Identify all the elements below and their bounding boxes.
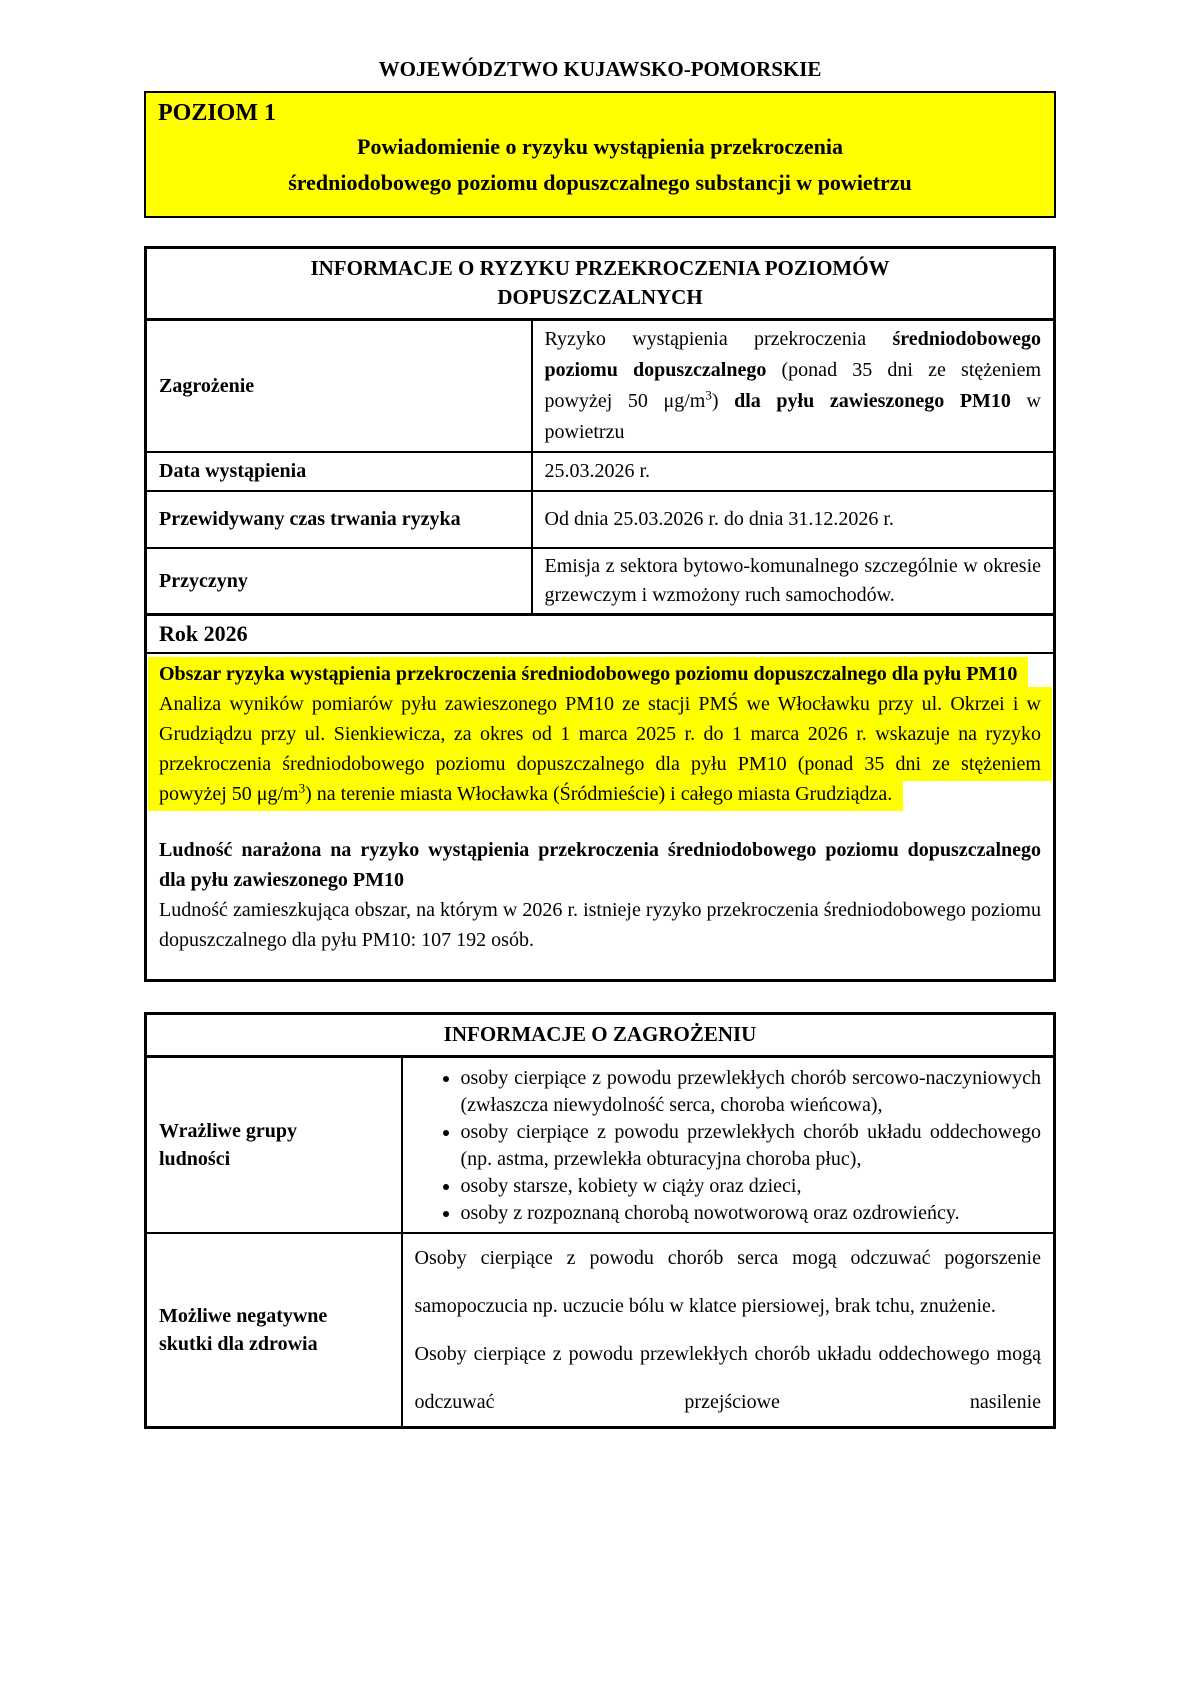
banner-title-line1: Powiadomienie o ryzyku wystąpienia przekroczenia: [357, 134, 843, 160]
table-header-row: [146, 247, 1055, 319]
occurrence-date-label: Data wystąpienia: [146, 452, 532, 491]
list-item: • osoby cierpiące z powodu przewlekłych chorób sercowo-naczyniowych (zwłaszcza niewydolność serca, choroba wieńcowa),: [461, 1065, 1042, 1119]
hazard-info-table: [144, 1012, 1056, 1428]
risk-area-heading: [159, 659, 1041, 689]
population-heading: Ludność narażona na ryzyko wystąpienia przekroczenia średniodobowego poziomu dopuszczalnego dla pyłu zawieszonego PM10: [159, 839, 1041, 892]
list-item: • osoby starsze, kobiety w ciąży oraz dzieci,: [461, 1173, 1042, 1200]
highlighted-heading: Obszar ryzyka wystąpienia przekroczenia średniodobowego poziomu dopuszczalnego dla pyłu PM10: [159, 657, 1017, 691]
table-row: [146, 319, 1055, 452]
highlighted-body: Analiza wyników pomiarów pyłu zawieszonego PM10 ze stacji PMŚ we Włocławku przy ul. Okrzei i w Grudziądzu przy ul. Sienkiewicza, za okres od 1 marca 2025 r. do 1 marca 2026 r. wskazuje na ryzyko przekroczenia średniodobowego poziomu dopuszczalnego dla pyłu PM10 (ponad 35 dni ze stężeniem powyżej 50 $\mu g/m^3$) na terenie miasta Włocławka (Śródmieście) i całego miasta Grudziądza.: [159, 687, 1041, 811]
population-body: Ludność zamieszkująca obszar, na którym w 2026 r. istnieje ryzyko przekroczenia średniodobowego poziomu dopuszczalnego dla pyłu PM10: 107 192 osób.: [159, 899, 1041, 952]
vulnerable-groups-label: Wrażliwe grupy ludności: [146, 1056, 402, 1233]
duration-label: Przewidywany czas trwania ryzyka: [146, 491, 532, 548]
year-heading: Rok 2026: [146, 614, 1055, 653]
vulnerable-groups-value: [402, 1056, 1055, 1233]
occurrence-date-value: 25.03.2026 r.: [532, 452, 1055, 491]
table-row: [146, 1056, 1055, 1233]
hazard-table-title: INFORMACJE O ZAGROŻENIU: [146, 1014, 1055, 1056]
list-item: • osoby z rozpoznaną chorobą nowotworową oraz ozdrowieńcy.: [461, 1200, 1042, 1227]
document-content: [144, 0, 1056, 1429]
vulnerable-groups-list: [415, 1065, 1042, 1227]
alert-level-label: POZIOM 1: [158, 100, 276, 127]
table-row: [146, 491, 1055, 548]
risk-area-body: [159, 689, 1041, 809]
risk-info-table: [144, 246, 1056, 982]
area-row: [146, 653, 1055, 981]
health-effects-paragraph-2: Osoby cierpiące z powodu przewlekłych chorób układu oddechowego mogą odczuwać przejściowe nasilenie: [414, 1342, 1041, 1413]
list-item: • osoby cierpiące z powodu przewlekłych chorób układu oddechowego (np. astma, przewlekła obturacyjna choroba płuc),: [461, 1119, 1042, 1173]
causes-value: Emisja z sektora bytowo-komunalnego szczególnie w okresie grzewczym i wzmożony ruch samochodów.: [532, 548, 1055, 615]
health-effects-paragraph-1: Osoby cierpiące z powodu chorób serca mogą odczuwać pogorszenie samopoczucia np. uczucie bólu w klatce piersiowej, brak tchu, znużenie.: [414, 1246, 1041, 1317]
table-row: [146, 452, 1055, 491]
risk-table-title-line2: DOPUSZCZALNYCH: [497, 285, 703, 310]
risk-area-cell: [146, 653, 1055, 981]
health-effects-value: [402, 1233, 1055, 1428]
hazard-value: Ryzyko wystąpienia przekroczenia średniodobowego poziomu dopuszczalnego (ponad 35 dni ze stężeniem powyżej 50 $\mu g/m^3$) dla pyłu zawieszonego PM10 w powietrzu: [532, 319, 1055, 452]
duration-value: Od dnia 25.03.2026 r. do dnia 31.12.2026 r.: [532, 491, 1055, 548]
table-row: [146, 548, 1055, 615]
alert-level-banner: [144, 91, 1056, 218]
causes-label: Przyczyny: [146, 548, 532, 615]
table-header-row: [146, 1014, 1055, 1056]
risk-table-title: [146, 247, 1055, 319]
banner-title-line2: średniodobowego poziomu dopuszczalnego substancji w powietrzu: [288, 169, 912, 195]
table-row: [146, 1233, 1055, 1428]
risk-table-title-line1: INFORMACJE O RYZYKU PRZEKROCZENIA POZIOMÓW: [310, 255, 890, 280]
year-row: [146, 614, 1055, 653]
health-effects-label: Możliwe negatywne skutki dla zdrowia: [146, 1233, 402, 1428]
page-title: WOJEWÓDZTWO KUJAWSKO-POMORSKIE: [378, 57, 822, 81]
hazard-label: Zagrożenie: [146, 319, 532, 452]
